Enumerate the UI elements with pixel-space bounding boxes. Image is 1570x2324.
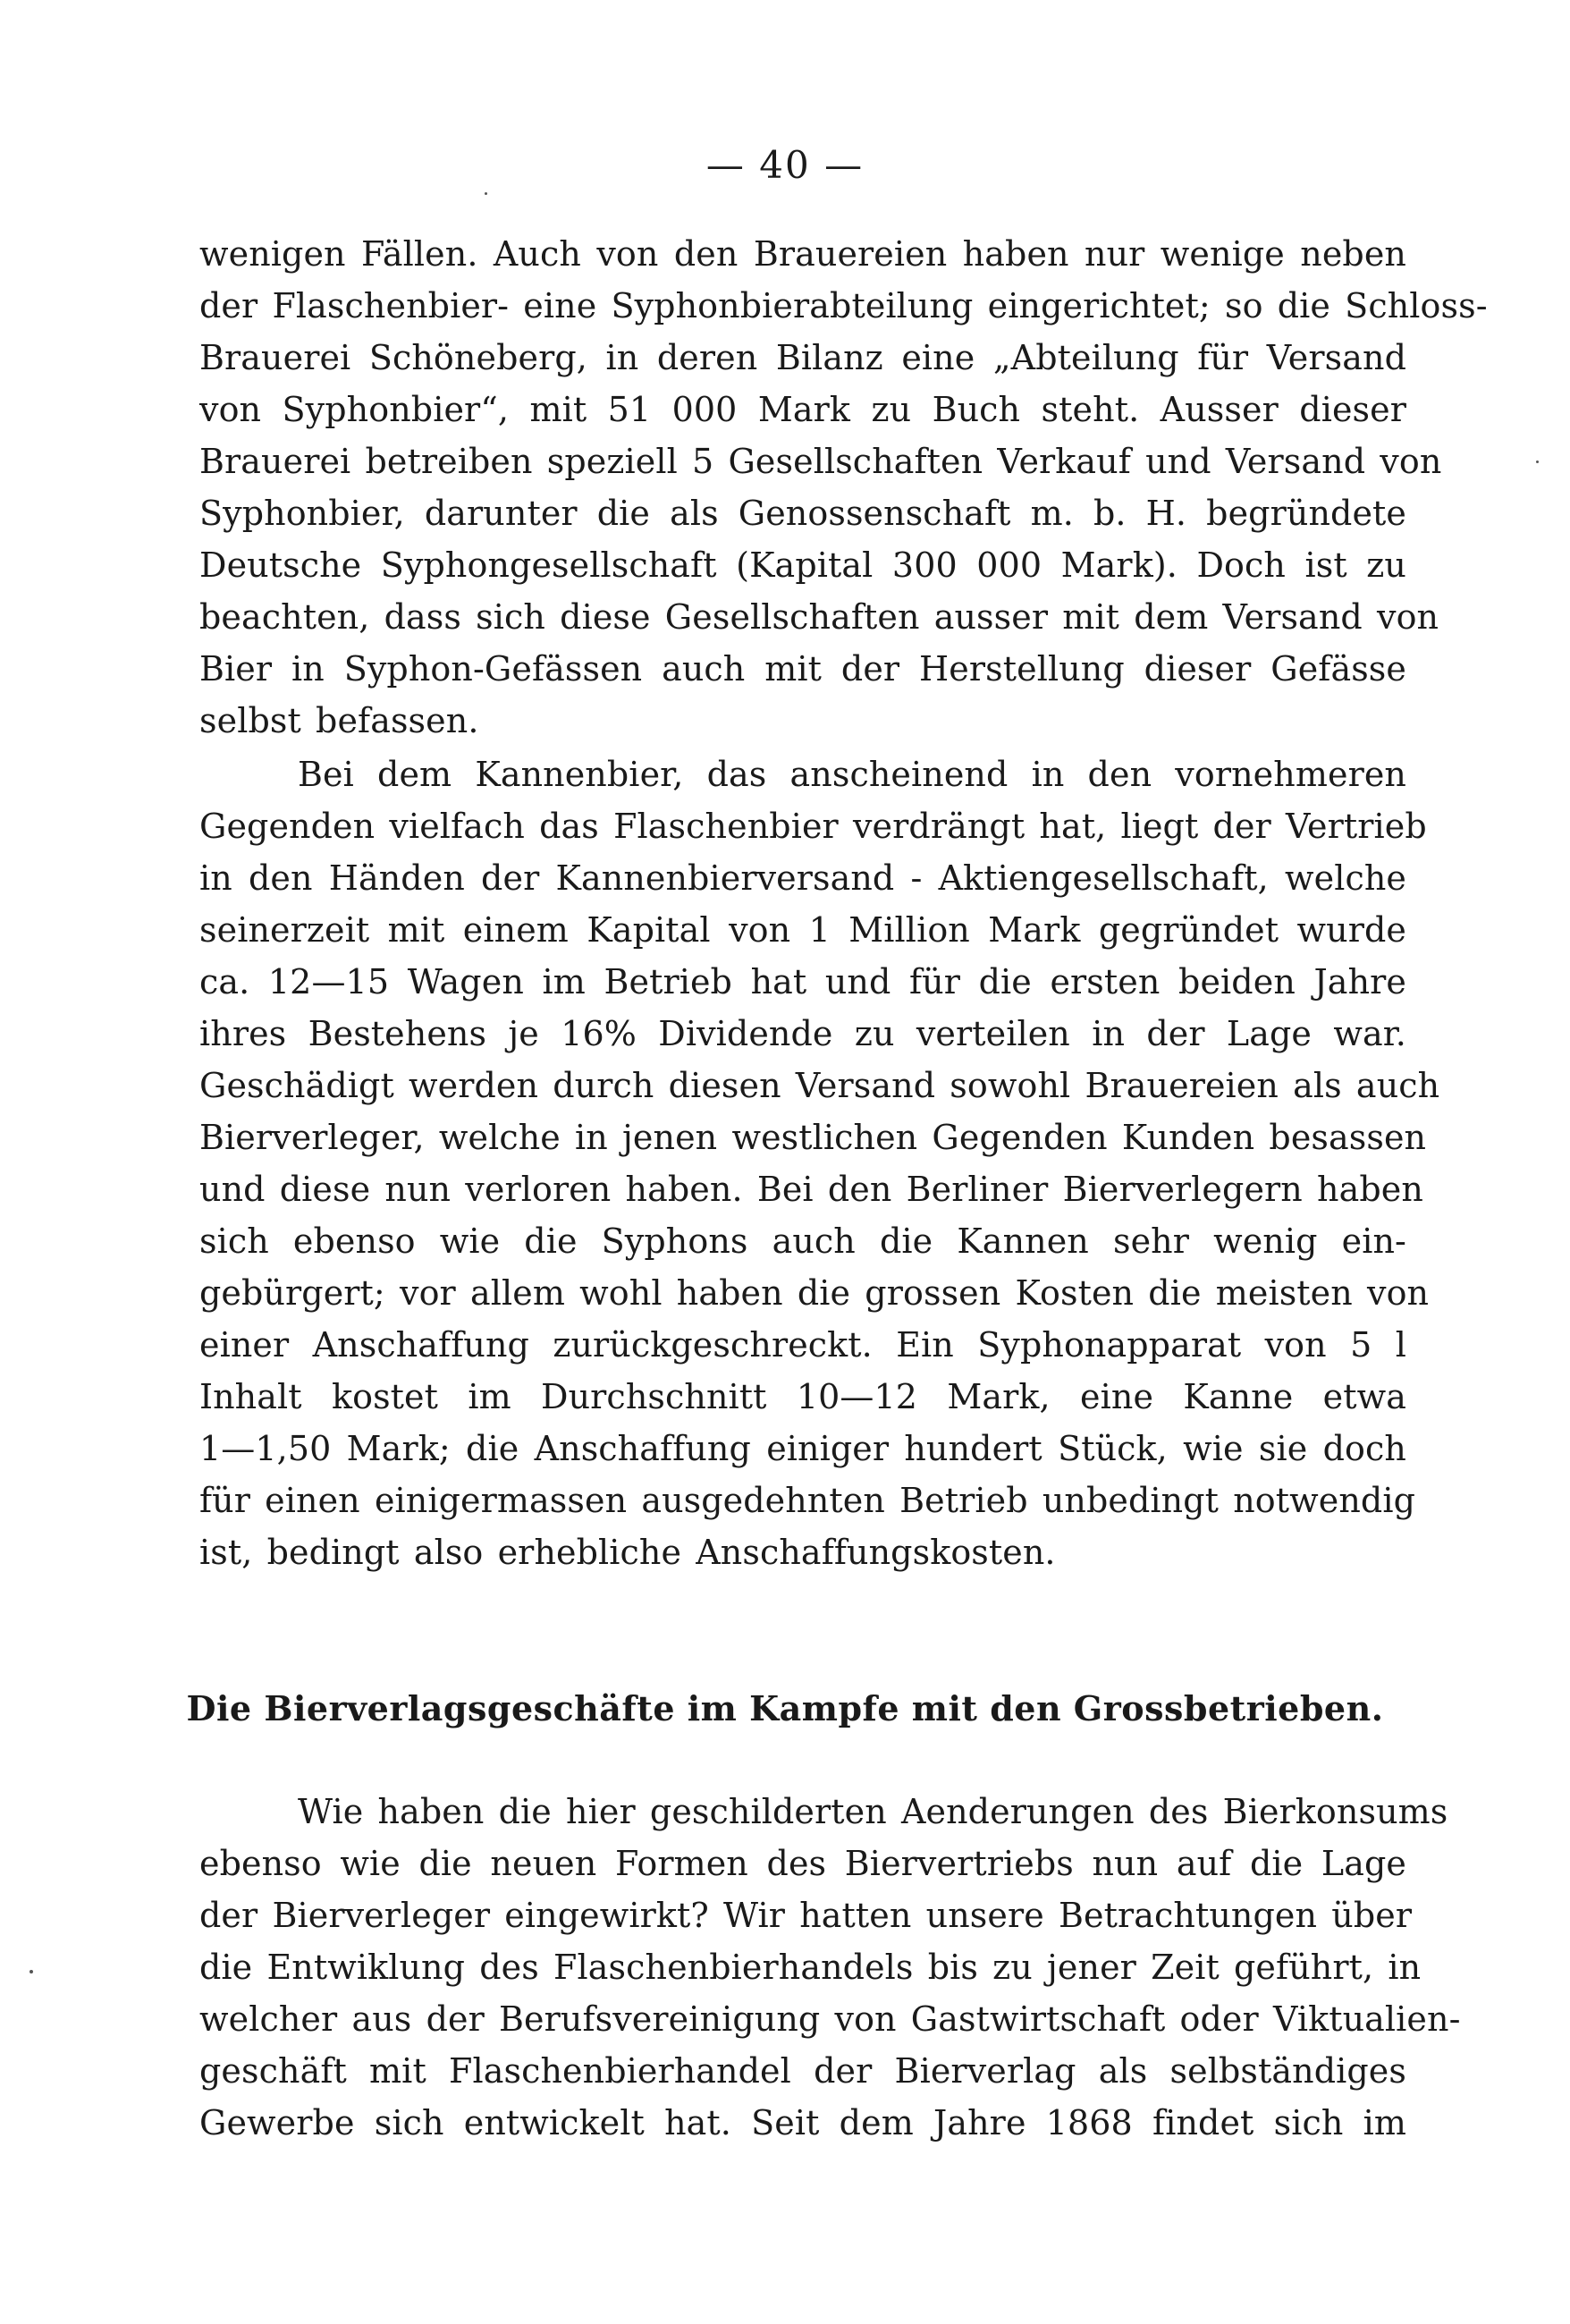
- text-line: Syphonbier, darunter die als Genossenschaft m. b. H. begründete: [199, 494, 1406, 533]
- text-line: Geschädigt werden durch diesen Versand sowohl Brauereien als auch: [199, 1066, 1440, 1105]
- paragraph-syphonbier: [199, 228, 1488, 747]
- text-line: einer Anschaffung zurückgeschreckt. Ein Syphonapparat von 5 l: [199, 1325, 1406, 1365]
- paragraph-kannenbier: [199, 748, 1440, 1578]
- text-line: ca. 12—15 Wagen im Betrieb hat und für die ersten beiden Jahre: [199, 962, 1406, 1001]
- text-line: Brauerei Schöneberg, in deren Bilanz eine „Abteilung für Versand: [199, 338, 1406, 377]
- text-line: ihres Bestehens je 16% Dividende zu verteilen in der Lage war.: [199, 1014, 1406, 1053]
- text-line: selbst befassen.: [199, 701, 479, 740]
- text-line: Bier in Syphon-Gefässen auch mit der Herstellung dieser Gefässe: [199, 649, 1406, 689]
- text-line: gebürgert; vor allem wohl haben die grossen Kosten die meisten von: [199, 1273, 1430, 1313]
- section-heading: Die Bierverlagsgeschäfte im Kampfe mit den Grossbetrieben.: [186, 1688, 1384, 1728]
- text-line: beachten, dass sich diese Gesellschaften ausser mit dem Versand von: [199, 597, 1439, 637]
- text-line: die Entwiklung des Flaschenbierhandels bis zu jener Zeit geführt, in: [199, 1948, 1422, 1987]
- text-line: wenigen Fällen. Auch von den Brauereien haben nur wenige neben: [199, 234, 1406, 274]
- text-line: Inhalt kostet im Durchschnitt 10—12 Mark, eine Kanne etwa: [199, 1377, 1406, 1416]
- text-line: sich ebenso wie die Syphons auch die Kannen sehr wenig ein-: [199, 1221, 1406, 1261]
- text-line: Bierverleger, welche in jenen westlichen Gegenden Kunden besassen: [199, 1118, 1427, 1157]
- text-line: ist, bedingt also erhebliche Anschaffungskosten.: [199, 1533, 1056, 1572]
- text-line: der Bierverleger eingewirkt? Wir hatten unsere Betrachtungen über: [199, 1896, 1413, 1935]
- page-number: — 40 —: [705, 143, 865, 187]
- text-line: welcher aus der Berufsvereinigung von Gastwirtschaft oder Viktualien-: [199, 1999, 1461, 2039]
- text-line: Gewerbe sich entwickelt hat. Seit dem Jahre 1868 findet sich im: [199, 2103, 1406, 2142]
- text-line: in den Händen der Kannenbierversand - Aktiengesellschaft, welche: [199, 858, 1406, 898]
- paper-speck: [485, 192, 487, 195]
- text-line: Gegenden vielfach das Flaschenbier verdrängt hat, liegt der Vertrieb: [199, 807, 1427, 846]
- paper-speck: [30, 1970, 33, 1973]
- text-line: ebenso wie die neuen Formen des Biervertriebs nun auf die Lage: [199, 1844, 1406, 1883]
- text-line: für einen einigermassen ausgedehnten Betrieb unbedingt notwendig: [199, 1481, 1416, 1520]
- paper-speck: [1536, 461, 1539, 463]
- text-line: der Flaschenbier- eine Syphonbierabteilung eingerichtet; so die Schloss-: [199, 286, 1488, 325]
- text-line: von Syphonbier“, mit 51 000 Mark zu Buch steht. Ausser dieser: [199, 390, 1406, 429]
- text-line: Deutsche Syphongesellschaft (Kapital 300 000 Mark). Doch ist zu: [199, 545, 1406, 585]
- text-line: geschäft mit Flaschenbierhandel der Bierverlag als selbständiges: [199, 2051, 1406, 2091]
- paragraph-bierverleger: [199, 1786, 1461, 2149]
- text-line: 1—1,50 Mark; die Anschaffung einiger hundert Stück, wie sie doch: [199, 1429, 1406, 1468]
- text-line: Wie haben die hier geschilderten Aenderungen des Bierkonsums: [298, 1792, 1448, 1831]
- text-line: und diese nun verloren haben. Bei den Berliner Bierverlegern haben: [199, 1170, 1423, 1209]
- text-line: Brauerei betreiben speziell 5 Gesellschaften Verkauf und Versand von: [199, 442, 1442, 481]
- text-line: seinerzeit mit einem Kapital von 1 Million Mark gegründet wurde: [199, 910, 1406, 950]
- text-line: Bei dem Kannenbier, das anscheinend in den vornehmeren: [298, 755, 1406, 794]
